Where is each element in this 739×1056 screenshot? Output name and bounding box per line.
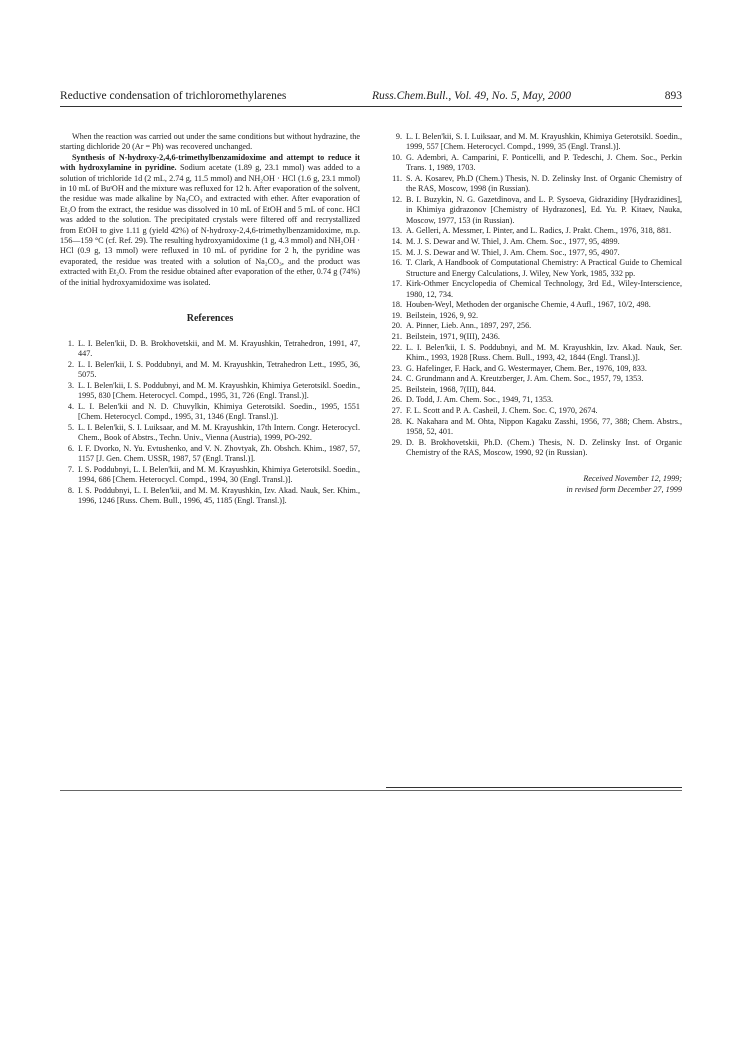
- reference-number: 1.: [67, 338, 74, 348]
- page-number: 893: [664, 90, 682, 102]
- reference-item: [386, 311, 682, 321]
- reference-text: A. Gelleri, A. Messmer, I. Pinter, and L. Radics, J. Prakt. Chem., 1976, 318, 881.: [406, 226, 672, 236]
- reference-text: Houben-Weyl, Methoden der organische Chemie, 4 Aufl., 1967, 10/2, 498.: [406, 300, 651, 310]
- reference-item: [386, 248, 682, 258]
- reference-number: 24.: [391, 374, 402, 384]
- reference-item: [60, 486, 360, 507]
- reference-number: 17.: [391, 279, 402, 289]
- reference-text: L. I. Belen'kii, I. S. Poddubnyi, and M. M. Krayushkin, Khimiya Geterotsikl. Soedin., 1995, 830 [Chem. Heterocycl. Compd., 1995, 31, 726 (Engl. Transl.)].: [78, 380, 360, 400]
- reference-item: [386, 332, 682, 342]
- reference-item: [386, 343, 682, 364]
- reference-text: K. Nakahara and M. Ohta, Nippon Kagaku Zasshi, 1956, 77, 388; Chem. Abstrs., 1958, 52, 401.: [406, 416, 682, 436]
- journal-citation: Russ.Chem.Bull., Vol. 49, No. 5, May, 2000: [372, 90, 572, 102]
- reference-number: 6.: [67, 443, 74, 453]
- reference-item: [60, 339, 360, 360]
- reference-item: [386, 174, 682, 195]
- reference-text: Beilstein, 1968, 7(III), 844.: [406, 384, 496, 394]
- reference-text: G. Hafelinger, F. Hack, and G. Westermayer, Chem. Ber., 1976, 109, 833.: [406, 363, 647, 373]
- reference-text: D. B. Brokhovetskii, Ph.D. (Chem.) Thesis, N. D. Zelinsky Inst. of Organic Chemistry of the RAS, Moscow, 1990, 92 (in Russian).: [406, 437, 682, 457]
- reference-number: 19.: [391, 310, 402, 320]
- reference-item: [386, 153, 682, 174]
- references-list-left: [60, 339, 360, 507]
- reference-number: 28.: [391, 416, 402, 426]
- body-paragraph-2: [60, 153, 360, 288]
- reference-text: B. I. Buzykin, N. G. Gazetdinova, and L. P. Sysoeva, Gidrazidiny [Hydrazidines], in Khimiya gidrazonov [Chemistry of Hydrazones], Ed. Yu. P. Kitaev, Nauka, Moscow, 1977, 153 (in Russian).: [406, 195, 682, 225]
- reference-text: T. Clark, A Handbook of Computational Chemistry: A Practical Guide to Chemical Structure and Energy Calculations, J. Wiley, New York, 1985, 332 pp.: [406, 258, 682, 278]
- reference-item: [386, 258, 682, 279]
- reference-text: M. J. S. Dewar and W. Thiel, J. Am. Chem. Soc., 1977, 95, 4899.: [406, 237, 620, 246]
- reference-text: L. I. Belen'kii, I. S. Poddubnyi, and M. M. Krayushkin, Izv. Akad. Nauk, Ser. Khim., 1993, 1928 [Russ. Chem. Bull., 1993, 42, 1844 (Engl. Transl.)].: [406, 342, 682, 362]
- reference-number: 7.: [67, 464, 74, 474]
- received-line: Received November 12, 1999;: [583, 474, 682, 484]
- reference-item: [60, 360, 360, 381]
- reference-item: [386, 438, 682, 459]
- body-paragraph-1: When the reaction was carried out under the same conditions but without hydrazine, the starting dichloride 20 (Ar = Ph) was recovered unchanged.: [60, 132, 360, 152]
- received-dates: [386, 474, 682, 495]
- reference-text: I. S. Poddubnyi, L. I. Belen'kii, and M. M. Krayushkin, Izv. Akad. Nauk, Ser. Khim., 1996, 1246 [Russ. Chem. Bull., 1996, 45, 1185 (Engl. Transl.)].: [78, 485, 360, 505]
- reference-number: 23.: [391, 363, 402, 373]
- reference-item: [386, 279, 682, 300]
- reference-number: 21.: [391, 331, 402, 341]
- reference-item: [60, 465, 360, 486]
- synthesis-text: Sodium acetate (1.89 g, 23.1 mmol) was added to a solution of trichloride 1d (2 mL, 2.74 g, 11.5 mmol) and NH₂OH · HCl (1.6 g, 23.1 mmol) in 10 mL of BuᵗOH and the mixture was refluxed for 12 h. After evaporation of the solvent, the residue was made alkaline by Na₂CO₃ and extracted with ether. After evaporation of Et₂O from the extract, the residue was dissolved in 10 mL of EtOH and 5 mL of conc. HCl was added to the solution. The precipitated crystals were filtered off and recrystallized from EtOH to give 1.11 g (yield 42%) of N-hydroxy-2,4,6-trimethylbenzamidoxime, m.p. 156—159 °C (cf. Ref. 29). The resulting hydroxyamidoxime (1 g, 4.3 mmol) and NH₂OH · HCl (0.9 g, 13 mmol) were refluxed in 10 mL of pyridine for 2 h, the pyridine was evaporated, the residue was treated with a solution of Na₂CO₃, and the product was extracted with Et₂O. From the residue obtained after evaporation of the ether, 0.74 g (74%) of the initial hydroxyamidoxime was isolated.: [60, 163, 360, 287]
- reference-number: 27.: [391, 405, 402, 415]
- reference-text: Beilstein, 1926, 9, 92.: [406, 310, 479, 320]
- reference-item: [386, 132, 682, 153]
- reference-number: 2.: [67, 359, 74, 369]
- reference-text: M. J. S. Dewar and W. Thiel, J. Am. Chem. Soc., 1977, 95, 4907.: [406, 247, 620, 257]
- reference-text: C. Grundmann and A. Kreutzberger, J. Am. Chem. Soc., 1957, 79, 1353.: [406, 374, 644, 384]
- synthesis-heading: Synthesis of N-hydroxy-2,4,6-trimethylbenzamidoxime and attempt to reduce it with hydroxylamine in pyridine.: [60, 152, 360, 173]
- reference-text: Beilstein, 1971, 9(III), 2436.: [406, 331, 500, 341]
- reference-item: [386, 395, 682, 405]
- reference-number: 3.: [67, 380, 74, 390]
- reference-text: L. I. Belen'kii, S. I. Luiksaar, and M. M. Krayushkin, Khimiya Geterotsikl. Soedin., 1999, 557 [Chem. Heterocycl. Compd., 1999, 35 (Engl. Transl.)].: [406, 132, 682, 152]
- footer-rule: [386, 787, 682, 788]
- reference-number: 15.: [391, 247, 402, 257]
- reference-text: L. I. Belen'kii, S. I. Luiksaar, and M. M. Krayushkin, 17th Intern. Congr. Heterocycl. Chem., Book of Abstrs., Techn. Univ., Vienna (Austria), 1999, PO-292.: [78, 422, 360, 442]
- header-rule: [60, 106, 682, 107]
- reference-item: [386, 364, 682, 374]
- references-list-right: [386, 132, 682, 458]
- revised-line: in revised form December 27, 1999: [566, 484, 682, 494]
- reference-item: [386, 385, 682, 395]
- reference-text: F. L. Scott and P. A. Casheil, J. Chem. Soc. C, 1970, 2674.: [406, 405, 598, 415]
- reference-text: I. F. Dvorko, N. Yu. Evtushenko, and V. N. Zhovtyak, Zh. Obshch. Khim., 1987, 57, 1157 [J. Gen. Chem. USSR, 1987, 57 (Engl. Transl.)].: [78, 443, 360, 463]
- reference-text: L. I. Belen'kii, I. S. Poddubnyi, and M. M. Krayushkin, Tetrahedron Lett., 1995, 36, 5075.: [78, 359, 360, 379]
- reference-number: 4.: [67, 401, 74, 411]
- reference-number: 12.: [391, 195, 402, 204]
- references-heading: References: [186, 313, 234, 325]
- reference-text: L. I. Belen'kii and N. D. Chuvylkin, Khimiya Geterotsikl. Soedin., 1995, 1551 [Chem. Heterocycl. Compd., 1995, 31, 1346 (Engl. Transl.)].: [78, 401, 360, 421]
- reference-text: G. Adembri, A. Camparini, F. Ponticelli, and P. Tedeschi, J. Chem. Soc., Perkin Trans. 1, 1989, 1703.: [406, 153, 682, 173]
- reference-number: 14.: [391, 237, 402, 246]
- reference-number: 9.: [395, 132, 402, 141]
- reference-number: 8.: [67, 485, 74, 495]
- reference-item: [386, 321, 682, 331]
- reference-text: I. S. Poddubnyi, L. I. Belen'kii, and M. M. Krayushkin, Khimiya Geterotsikl. Soedin., 1994, 686 [Chem. Heterocycl. Compd., 1994, 30 (Engl. Transl.)].: [78, 464, 360, 484]
- reference-text: S. A. Kosarev, Ph.D (Chem.) Thesis, N. D. Zelinsky Inst. of Organic Chemistry of the RAS, Moscow, 1998 (in Russian).: [406, 174, 682, 194]
- reference-number: 22.: [391, 342, 402, 352]
- reference-item: [386, 417, 682, 438]
- reference-number: 13.: [391, 226, 402, 236]
- reference-item: [386, 195, 682, 226]
- reference-number: 26.: [391, 395, 402, 405]
- reference-number: 20.: [391, 321, 402, 331]
- reference-item: [60, 402, 360, 423]
- reference-number: 5.: [67, 422, 74, 432]
- reference-text: Kirk-Othmer Encyclopedia of Chemical Technology, 3rd Ed., Wiley-Interscience, 1980, 12, 734.: [406, 279, 682, 299]
- running-header: [60, 88, 682, 104]
- reference-item: [386, 226, 682, 236]
- left-column: [60, 132, 360, 507]
- reference-number: 29.: [391, 437, 402, 447]
- running-title: Reductive condensation of trichloromethylarenes: [60, 90, 287, 102]
- reference-item: [386, 406, 682, 416]
- reference-item: [386, 374, 682, 384]
- page-bottom-rule: [60, 790, 682, 791]
- reference-number: 11.: [392, 174, 402, 183]
- reference-item: [60, 444, 360, 465]
- reference-item: [386, 237, 682, 247]
- right-column: [386, 132, 682, 495]
- reference-number: 25.: [391, 384, 402, 394]
- reference-item: [60, 381, 360, 402]
- reference-item: [386, 300, 682, 310]
- reference-text: L. I. Belen'kii, D. B. Brokhovetskii, and M. M. Krayushkin, Tetrahedron, 1991, 47, 447.: [78, 338, 360, 358]
- reference-number: 16.: [391, 258, 402, 268]
- reference-text: D. Todd, J. Am. Chem. Soc., 1949, 71, 1353.: [406, 395, 554, 405]
- reference-text: A. Pinner, Lieb. Ann., 1897, 297, 256.: [406, 321, 532, 331]
- reference-number: 10.: [391, 153, 402, 162]
- reference-item: [60, 423, 360, 444]
- reference-number: 18.: [391, 300, 402, 310]
